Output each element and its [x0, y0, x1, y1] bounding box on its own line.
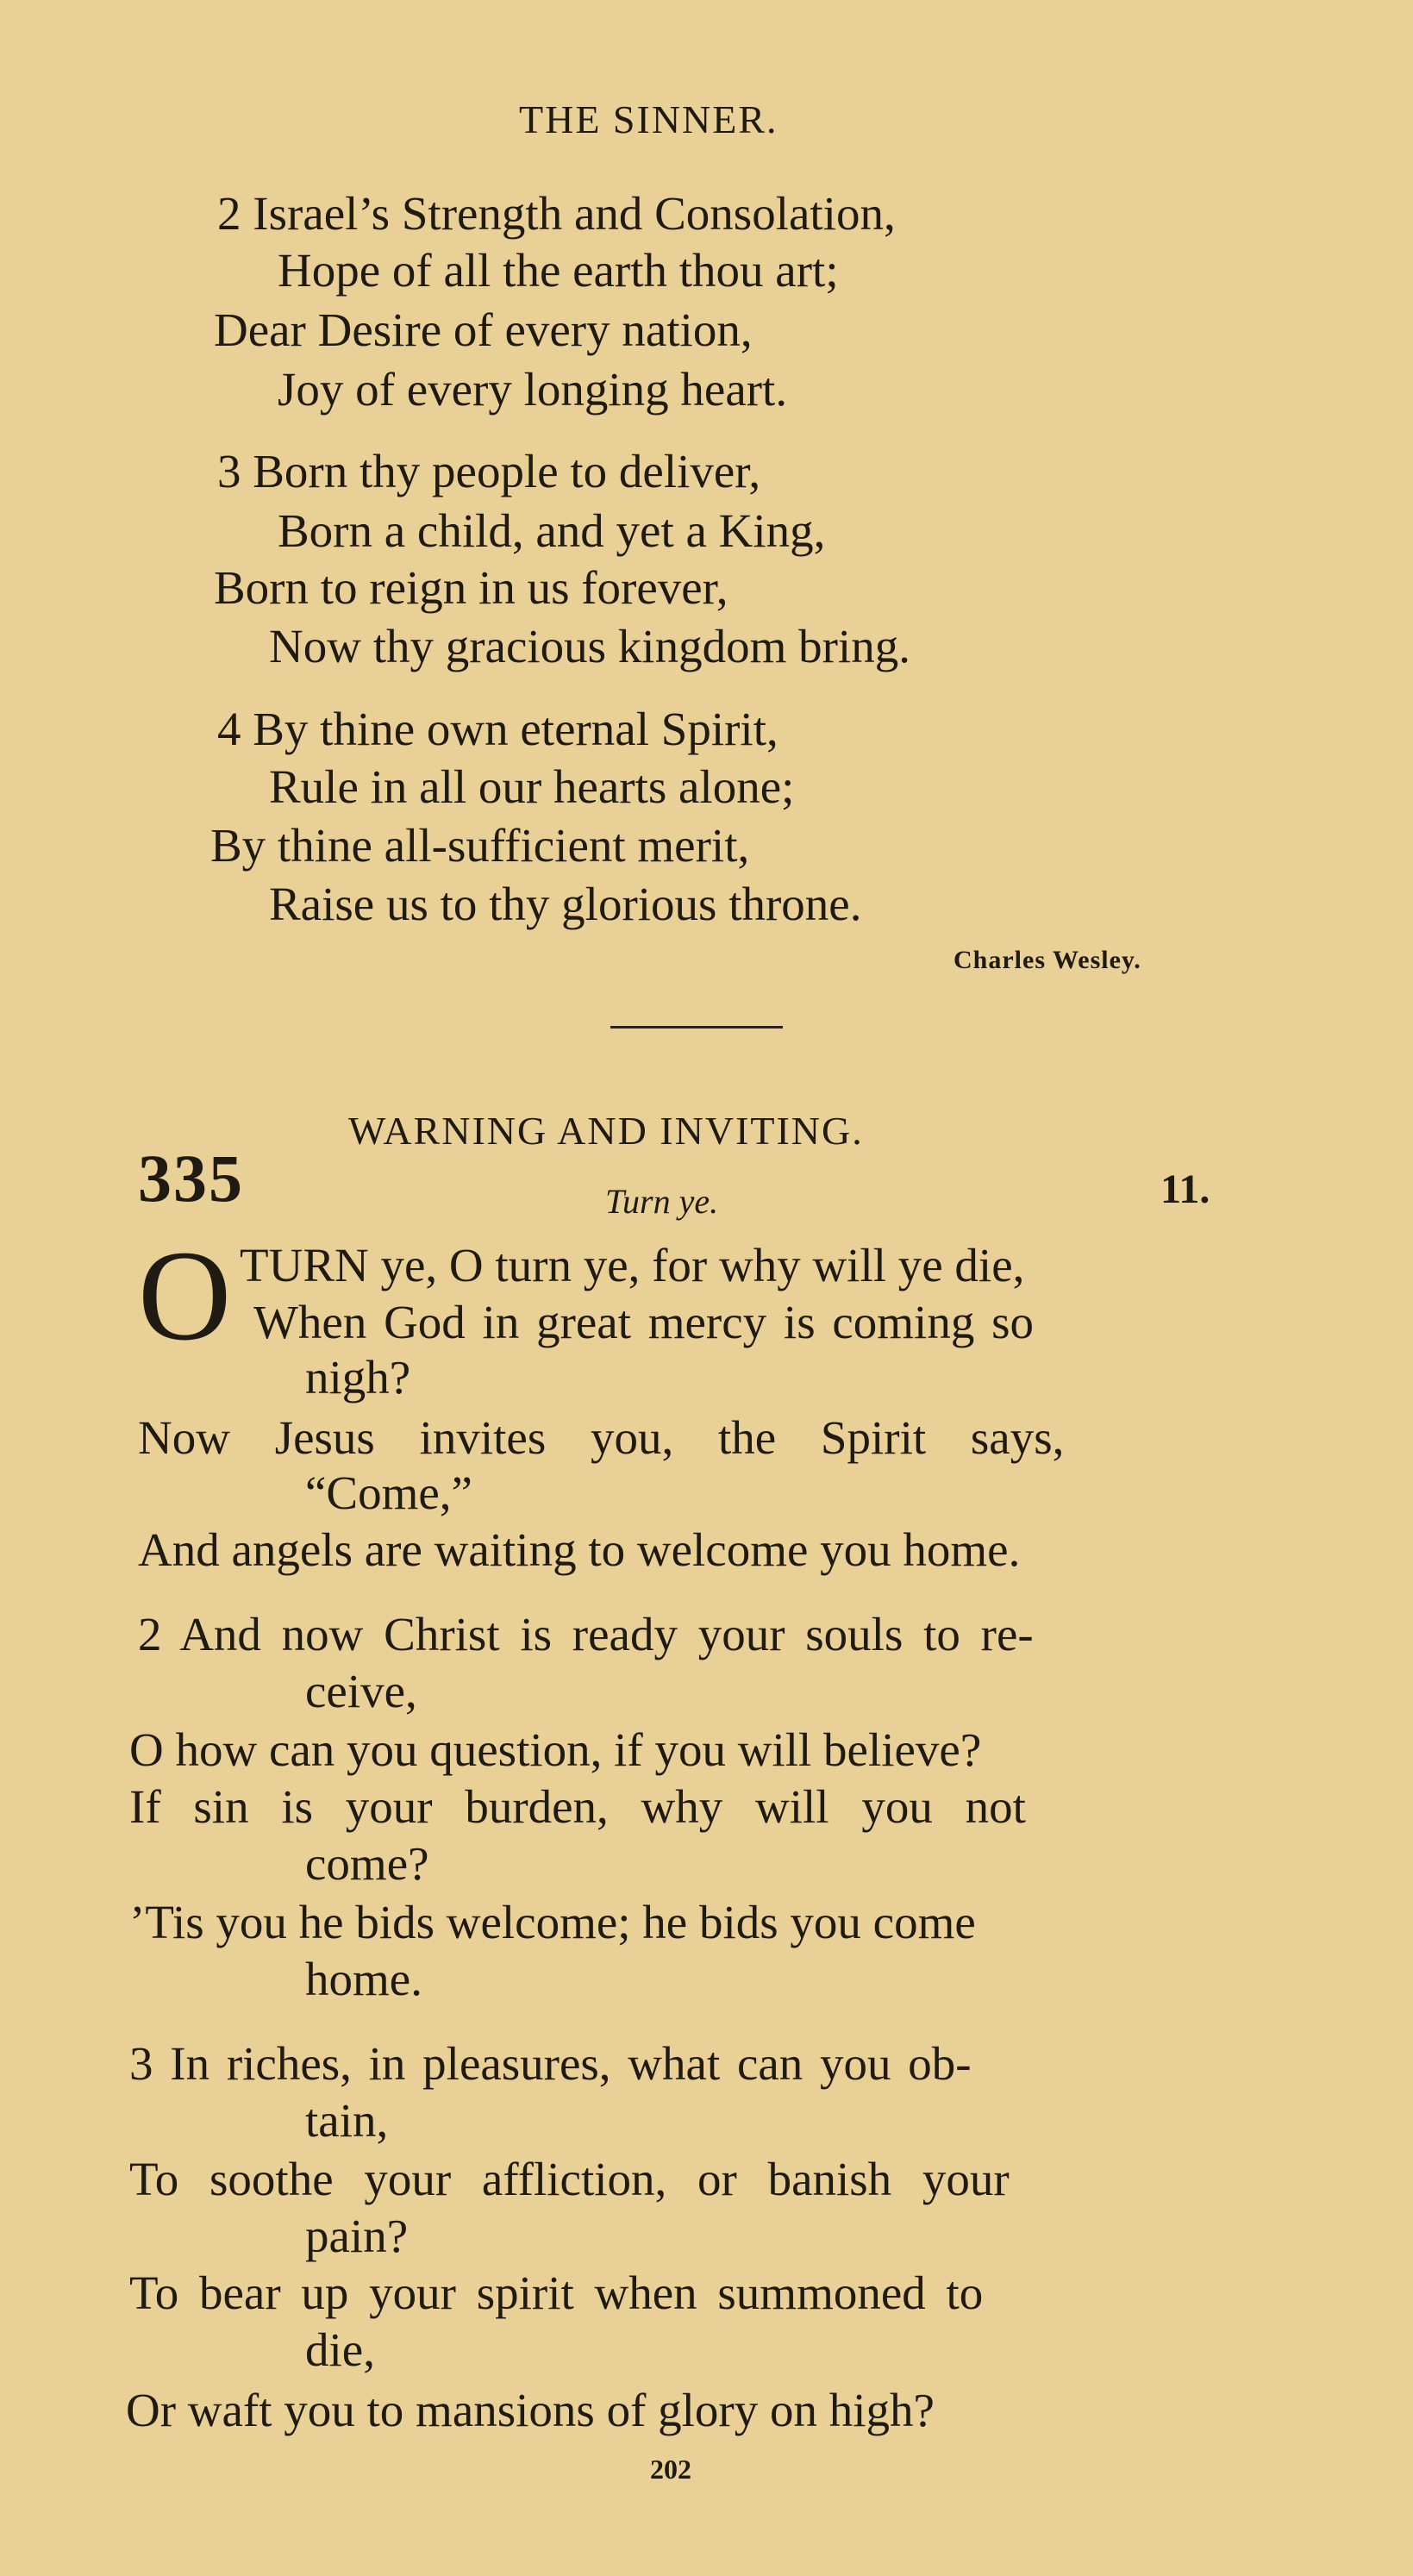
stanza-line: TURN ye, O turn ye, for why will ye die, [240, 1239, 1025, 1291]
stanza-line: “Come,” [305, 1466, 472, 1519]
stanza-line: Rule in all our hearts alone; [269, 760, 795, 813]
stanza-line: home. [305, 1953, 422, 2005]
tune-name: Turn ye. [605, 1182, 719, 1221]
stanza-line: Raise us to thy glorious throne. [269, 878, 862, 930]
stanza-line: Born to reign in us forever, [214, 561, 728, 614]
stanza-line: O how can you question, if you will believe? [129, 1723, 982, 1776]
page-number: 202 [650, 2454, 691, 2485]
stanza-line: 3 In riches, in pleasures, what can you ob- [129, 2037, 972, 2090]
stanza-line: 4 By thine own eternal Spirit, [217, 703, 778, 755]
stanza-line: Now Jesus invites you, the Spirit says, [138, 1411, 1065, 1464]
stanza-line: pain? [305, 2210, 409, 2262]
stanza-line: When God in great mercy is coming so [253, 1296, 1034, 1348]
hymn-number: 335 [138, 1141, 244, 1216]
stanza-line: Born a child, and yet a King, [278, 504, 826, 557]
stanza-line: die, [305, 2323, 375, 2376]
stanza-line: If sin is your burden, why will you not [129, 1780, 1026, 1833]
running-header: THE SINNER. [519, 97, 778, 141]
stanza-line: Hope of all the earth thou art; [278, 244, 839, 297]
stanza-line: 2 Israel’s Strength and Consolation, [217, 187, 896, 240]
stanza-line: tain, [305, 2094, 389, 2147]
stanza-line: ’Tis you he bids welcome; he bids you come [129, 1896, 976, 1948]
stanza-line: Or waft you to mansions of glory on high? [126, 2384, 935, 2436]
hymn-author: Charles Wesley. [953, 946, 1141, 974]
section-divider [610, 1026, 783, 1029]
stanza-line: 3 Born thy people to deliver, [217, 445, 761, 497]
stanza-line: To bear up your spirit when summoned to [129, 2267, 984, 2319]
meter: 11. [1160, 1166, 1210, 1212]
stanza-line: Joy of every longing heart. [278, 363, 788, 416]
stanza-line: Dear Desire of every nation, [214, 303, 753, 356]
stanza-line: 2 And now Christ is ready your souls to re- [138, 1608, 1034, 1660]
stanza-line: And angels are waiting to welcome you home. [138, 1523, 1021, 1576]
stanza-line: ceive, [305, 1665, 417, 1717]
stanza-line: nigh? [305, 1351, 411, 1404]
stanza-line: To soothe your affliction, or banish your [129, 2153, 1010, 2205]
stanza-line: come? [305, 1837, 429, 1890]
drop-cap: O [138, 1224, 232, 1367]
stanza-line: By thine all-sufficient merit, [210, 819, 750, 872]
section-title: WARNING AND INVITING. [348, 1109, 864, 1153]
stanza-line: Now thy gracious kingdom bring. [269, 620, 910, 672]
